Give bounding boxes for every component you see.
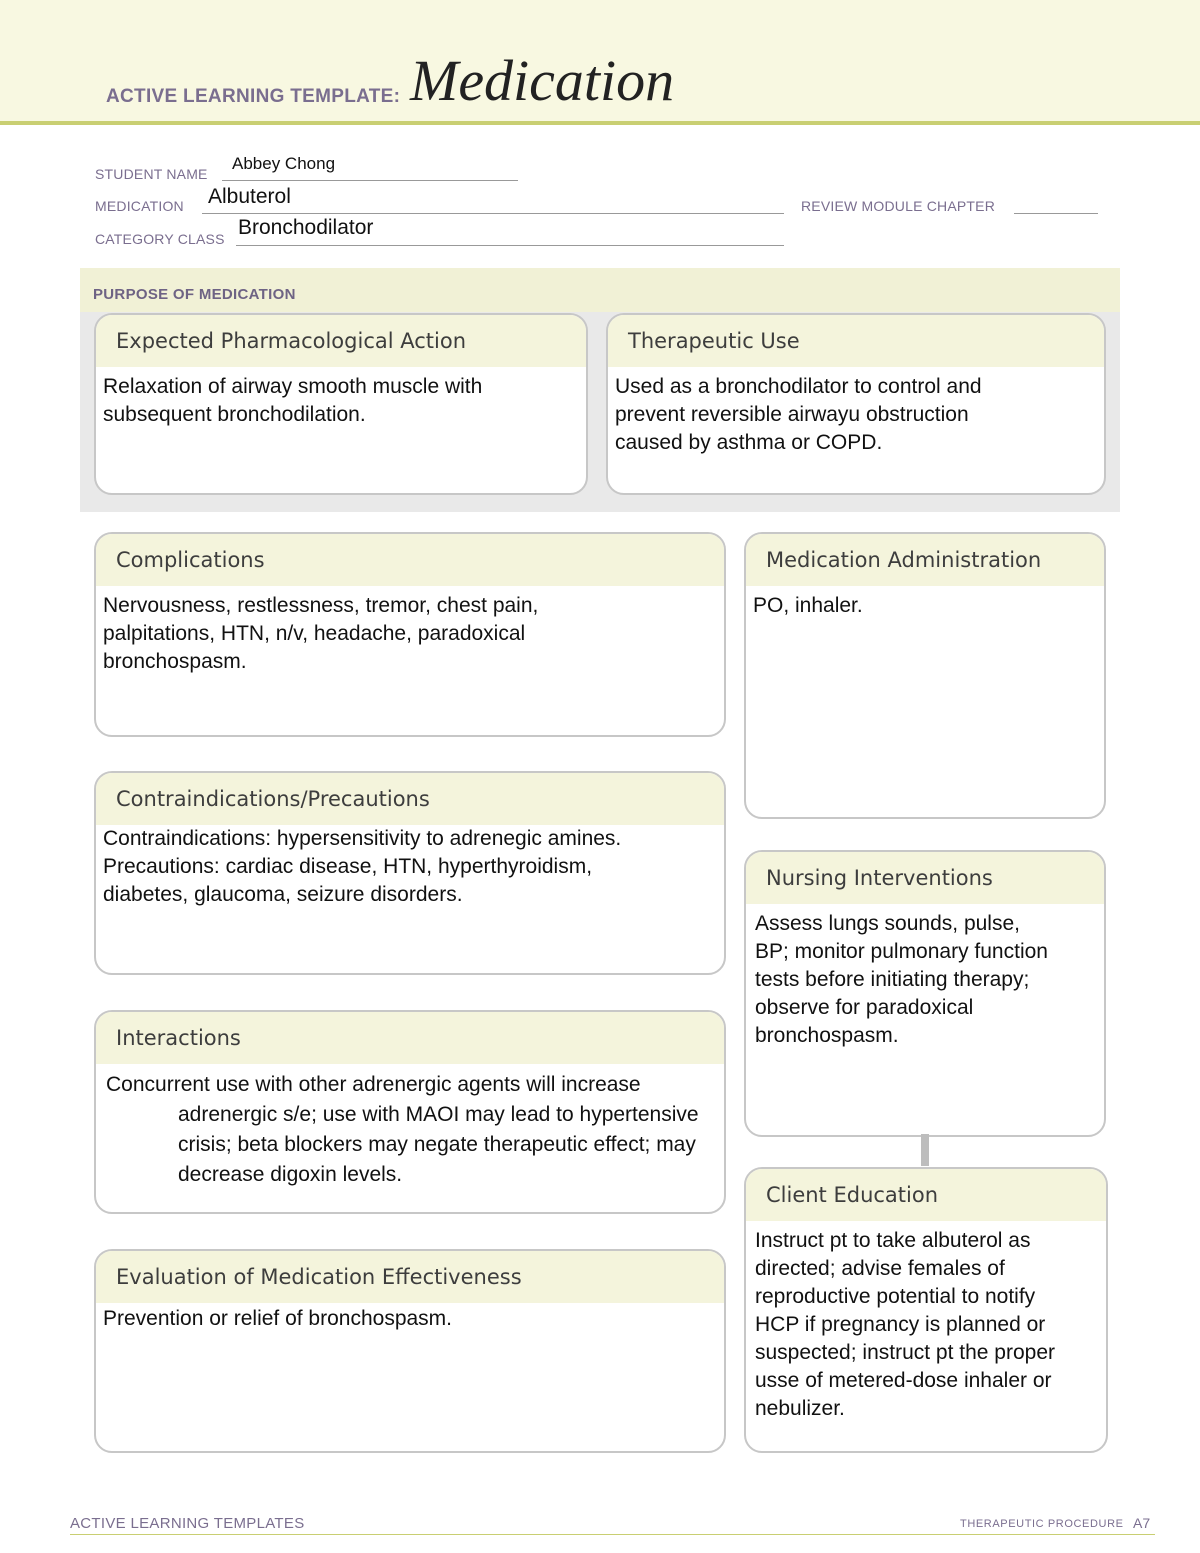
evaluation-card: [94, 1249, 726, 1453]
header-rule: [0, 121, 1200, 125]
medication-administration-card: [744, 532, 1106, 819]
expected-action-text[interactable]: Relaxation of airway smooth muscle with subsequent bronchodilation.: [103, 375, 483, 426]
client-education-heading: Client Education: [746, 1169, 1106, 1221]
contraindications-card: [94, 771, 726, 975]
expected-action-heading: Expected Pharmacological Action: [96, 315, 586, 367]
therapeutic-use-text[interactable]: Used as a bronchodilator to control and prevent reversible airwayu obstruction caused by asthma or COPD.: [615, 375, 982, 454]
contraindications-heading: Contraindications/Precautions: [96, 773, 724, 825]
medication-administration-heading: Medication Administration: [746, 534, 1104, 586]
complications-card: [94, 532, 726, 737]
category-class-label: CATEGORY CLASS: [95, 231, 225, 247]
page-title: Medication: [410, 48, 675, 113]
evaluation-text[interactable]: Prevention or relief of bronchospasm.: [103, 1307, 453, 1330]
therapeutic-use-card: [606, 313, 1106, 495]
student-name-line: [222, 180, 518, 181]
student-name-field[interactable]: Abbey Chong: [232, 154, 336, 173]
medication-administration-text[interactable]: PO, inhaler.: [753, 594, 863, 617]
footer-page-number: A7: [1133, 1515, 1151, 1531]
medication-label: MEDICATION: [95, 198, 184, 214]
interactions-card: [94, 1010, 726, 1214]
connector-bar: [921, 1134, 929, 1166]
expected-action-card: [94, 313, 588, 495]
footer-right: THERAPEUTIC PROCEDURE: [960, 1518, 1124, 1530]
evaluation-heading: Evaluation of Medication Effectiveness: [96, 1251, 724, 1303]
footer-left: ACTIVE LEARNING TEMPLATES: [70, 1515, 305, 1532]
interactions-text[interactable]: Concurrent use with other adrenergic agents will increase adrenergic s/e; use with MAOI may lead to hypertensive crisis; beta blockers may negate therapeutic effect; may decrease digoxin levels.: [106, 1073, 699, 1186]
interactions-heading: Interactions: [96, 1012, 724, 1064]
header-prefix: ACTIVE LEARNING TEMPLATE:: [106, 86, 401, 107]
therapeutic-use-heading: Therapeutic Use: [608, 315, 1104, 367]
nursing-interventions-card: [744, 850, 1106, 1137]
review-module-label: REVIEW MODULE CHAPTER: [801, 198, 995, 214]
contraindications-text[interactable]: Contraindications: hypersensitivity to adrenegic amines. Precautions: cardiac disease, HTN, hyperthyroidism, diabetes, glaucoma, seizure disorders.: [103, 827, 622, 906]
category-class-field[interactable]: Bronchodilator: [238, 216, 374, 239]
nursing-interventions-heading: Nursing Interventions: [746, 852, 1104, 904]
category-class-line: [236, 245, 784, 246]
purpose-title: PURPOSE OF MEDICATION: [93, 286, 296, 303]
client-education-text[interactable]: Instruct pt to take albuterol as directed; advise females of reproductive potential to notify HCP if pregnancy is planned or suspected; instruct pt the proper usse of metered-dose inhaler or nebulizer.: [755, 1229, 1055, 1420]
nursing-interventions-text[interactable]: Assess lungs sounds, pulse, BP; monitor pulmonary function tests before initiating therapy; observe for paradoxical bronchospasm.: [755, 912, 1048, 1047]
medication-line: [202, 213, 784, 214]
review-module-field[interactable]: [1014, 213, 1098, 214]
medication-field[interactable]: Albuterol: [208, 185, 291, 208]
footer-rule: [70, 1534, 1155, 1535]
client-education-card: [744, 1167, 1108, 1453]
complications-text[interactable]: Nervousness, restlessness, tremor, chest pain, palpitations, HTN, n/v, headache, paradoxical bronchospasm.: [103, 594, 539, 673]
complications-heading: Complications: [96, 534, 724, 586]
student-name-label: STUDENT NAME: [95, 166, 208, 182]
